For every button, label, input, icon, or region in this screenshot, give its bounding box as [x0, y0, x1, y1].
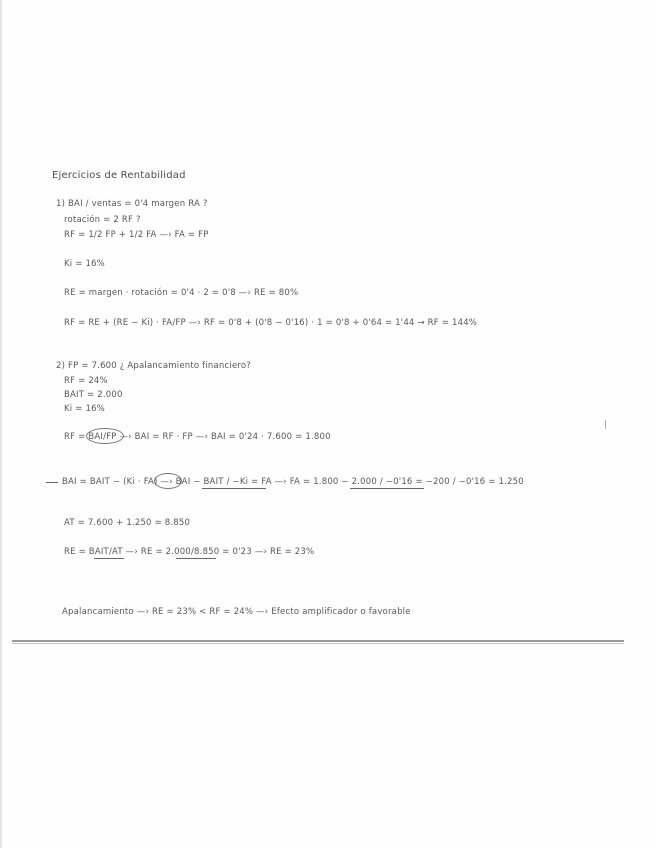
ex2-line-4: Ki = 16%: [64, 404, 105, 414]
bottom-rule-shadow: [12, 643, 624, 644]
ex2-line-3: BAIT = 2.000: [64, 390, 123, 400]
ex1-line-2: rotación = 2 RF ?: [64, 215, 141, 225]
ex2-line-8: RE = BAIT/AT —› RE = 2.000/8.850 = 0'23 —› RE = 23%: [64, 547, 315, 557]
ex1-line-1: 1) BAI / ventas = 0'4 margen RA ?: [56, 199, 208, 209]
page-title: Ejercicios de Rentabilidad: [52, 170, 186, 181]
margin-dash: [46, 482, 58, 483]
ex2-line-9: Apalancamiento —› RE = 23% < RF = 24% —› Efecto amplificador o favorable: [62, 607, 411, 617]
ex2-line-1: 2) FP = 7.600 ¿ Apalancamiento financiero?: [56, 361, 251, 371]
margin-mark: |: [604, 420, 608, 430]
bottom-rule: [12, 640, 624, 642]
fraction-bar-3: [94, 558, 124, 559]
ex1-line-6: RF = RE + (RE − Ki) · FA/FP —› RF = 0'8 + (0'8 − 0'16) · 1 = 0'8 + 0'64 = 1'44 → RF = 144%: [64, 318, 478, 328]
fraction-bar-4: [176, 558, 216, 559]
ex1-line-3: RF = 1/2 FP + 1/2 FA —› FA = FP: [64, 230, 209, 240]
ex1-line-4: Ki = 16%: [64, 259, 105, 269]
fraction-bar-2: [350, 488, 424, 489]
ex2-line-5: RF = BAI/FP —› BAI = RF · FP —› BAI = 0'24 · 7.600 = 1.800: [64, 432, 331, 442]
fraction-bar-1: [202, 488, 266, 489]
ex2-line-6: BAI = BAIT − (Ki · FA) —› BAI − BAIT / −Ki = FA —› FA = 1.800 − 2.000 / −0'16 = −200 / −0'16 = 1.250: [62, 477, 524, 487]
ex1-line-5: RE = margen · rotación = 0'4 · 2 = 0'8 —› RE = 80%: [64, 288, 299, 298]
scan-left-edge: [0, 0, 2, 848]
ex2-line-2: RF = 24%: [64, 376, 108, 386]
ex2-line-7: AT = 7.600 + 1.250 = 8.850: [64, 518, 191, 528]
